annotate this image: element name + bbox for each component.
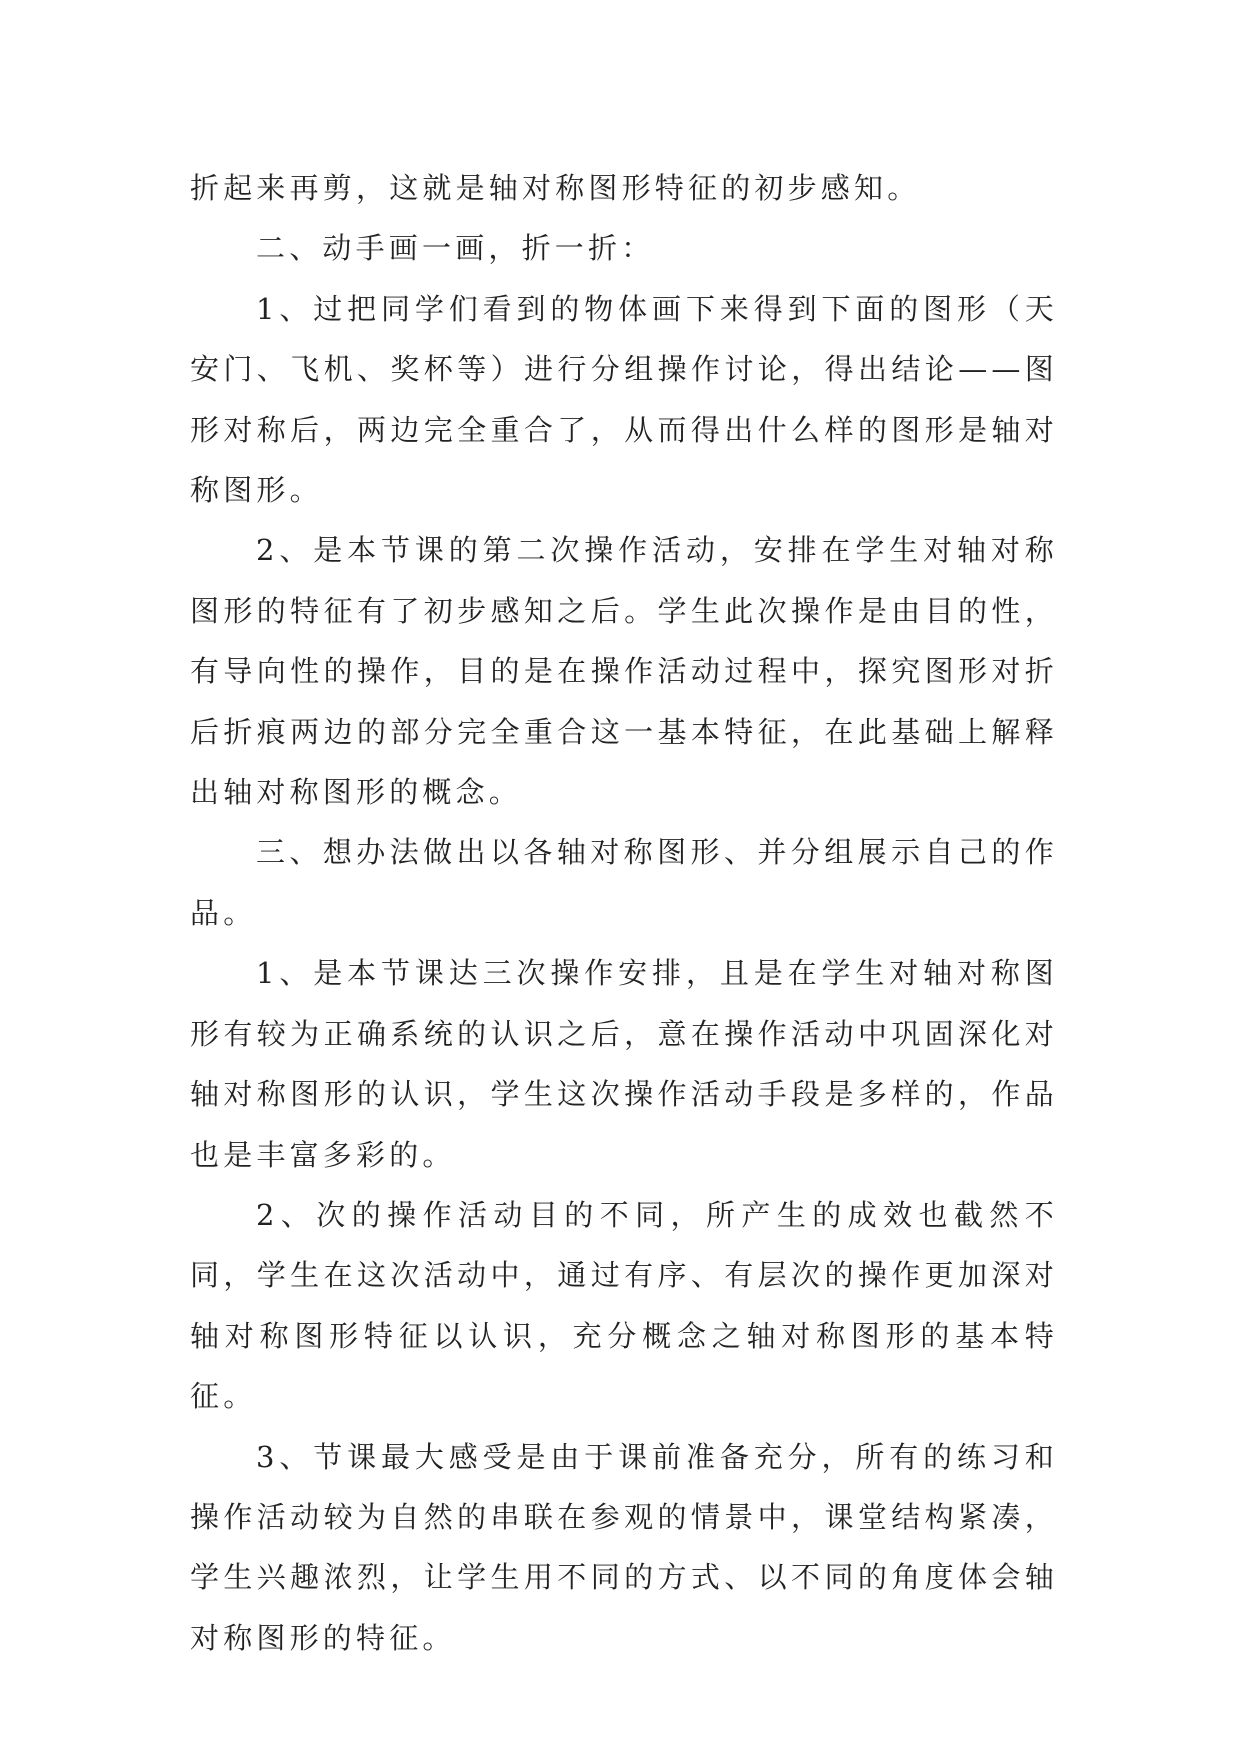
paragraph-2-2: 2、是本节课的第二次操作活动，安排在学生对轴对称图形的特征有了初步感知之后。学生此次操作是由目的性，有导向性的操作，目的是在操作活动过程中，探究图形对折后折痕两边的部分完全重合这一基本特征，在此基础上解释出轴对称图形的概念。 <box>190 533 1058 810</box>
paragraph-3-1: 1、是本节课达三次操作安排，且是在学生对轴对称图形有较为正确系统的认识之后，意在操作活动中巩固深化对轴对称图形的认识，学生这次操作活动手段是多样的，作品也是丰富多彩的。 <box>190 956 1058 1172</box>
paragraph-2-1: 1、过把同学们看到的物体画下来得到下面的图形（天安门、飞机、奖杯等）进行分组操作讨论，得出结论——图形对称后，两边完全重合了，从而得出什么样的图形是轴对称图形。 <box>190 291 1058 508</box>
document-body <box>190 158 1058 1668</box>
paragraph-3-2: 2、次的操作活动目的不同，所产生的成效也截然不同，学生在这次活动中，通过有序、有层次的操作更加深对轴对称图形特征以认识，充分概念之轴对称图形的基本特征。 <box>190 1197 1058 1414</box>
section-heading-2: 二、动手画一画，折一折： <box>256 231 655 266</box>
paragraph-3-3: 3、节课最大感受是由于课前准备充分，所有的练习和操作活动较为自然的串联在参观的情景中，课堂结构紧凑，学生兴趣浓烈，让学生用不同的方式、以不同的角度体会轴对称图形的特征。 <box>190 1439 1058 1655</box>
section-heading-3: 三、想办法做出以各轴对称图形、并分组展示自己的作品。 <box>190 835 1058 930</box>
paragraph-continuation: 折起来再剪，这就是轴对称图形特征的初步感知。 <box>190 171 921 205</box>
